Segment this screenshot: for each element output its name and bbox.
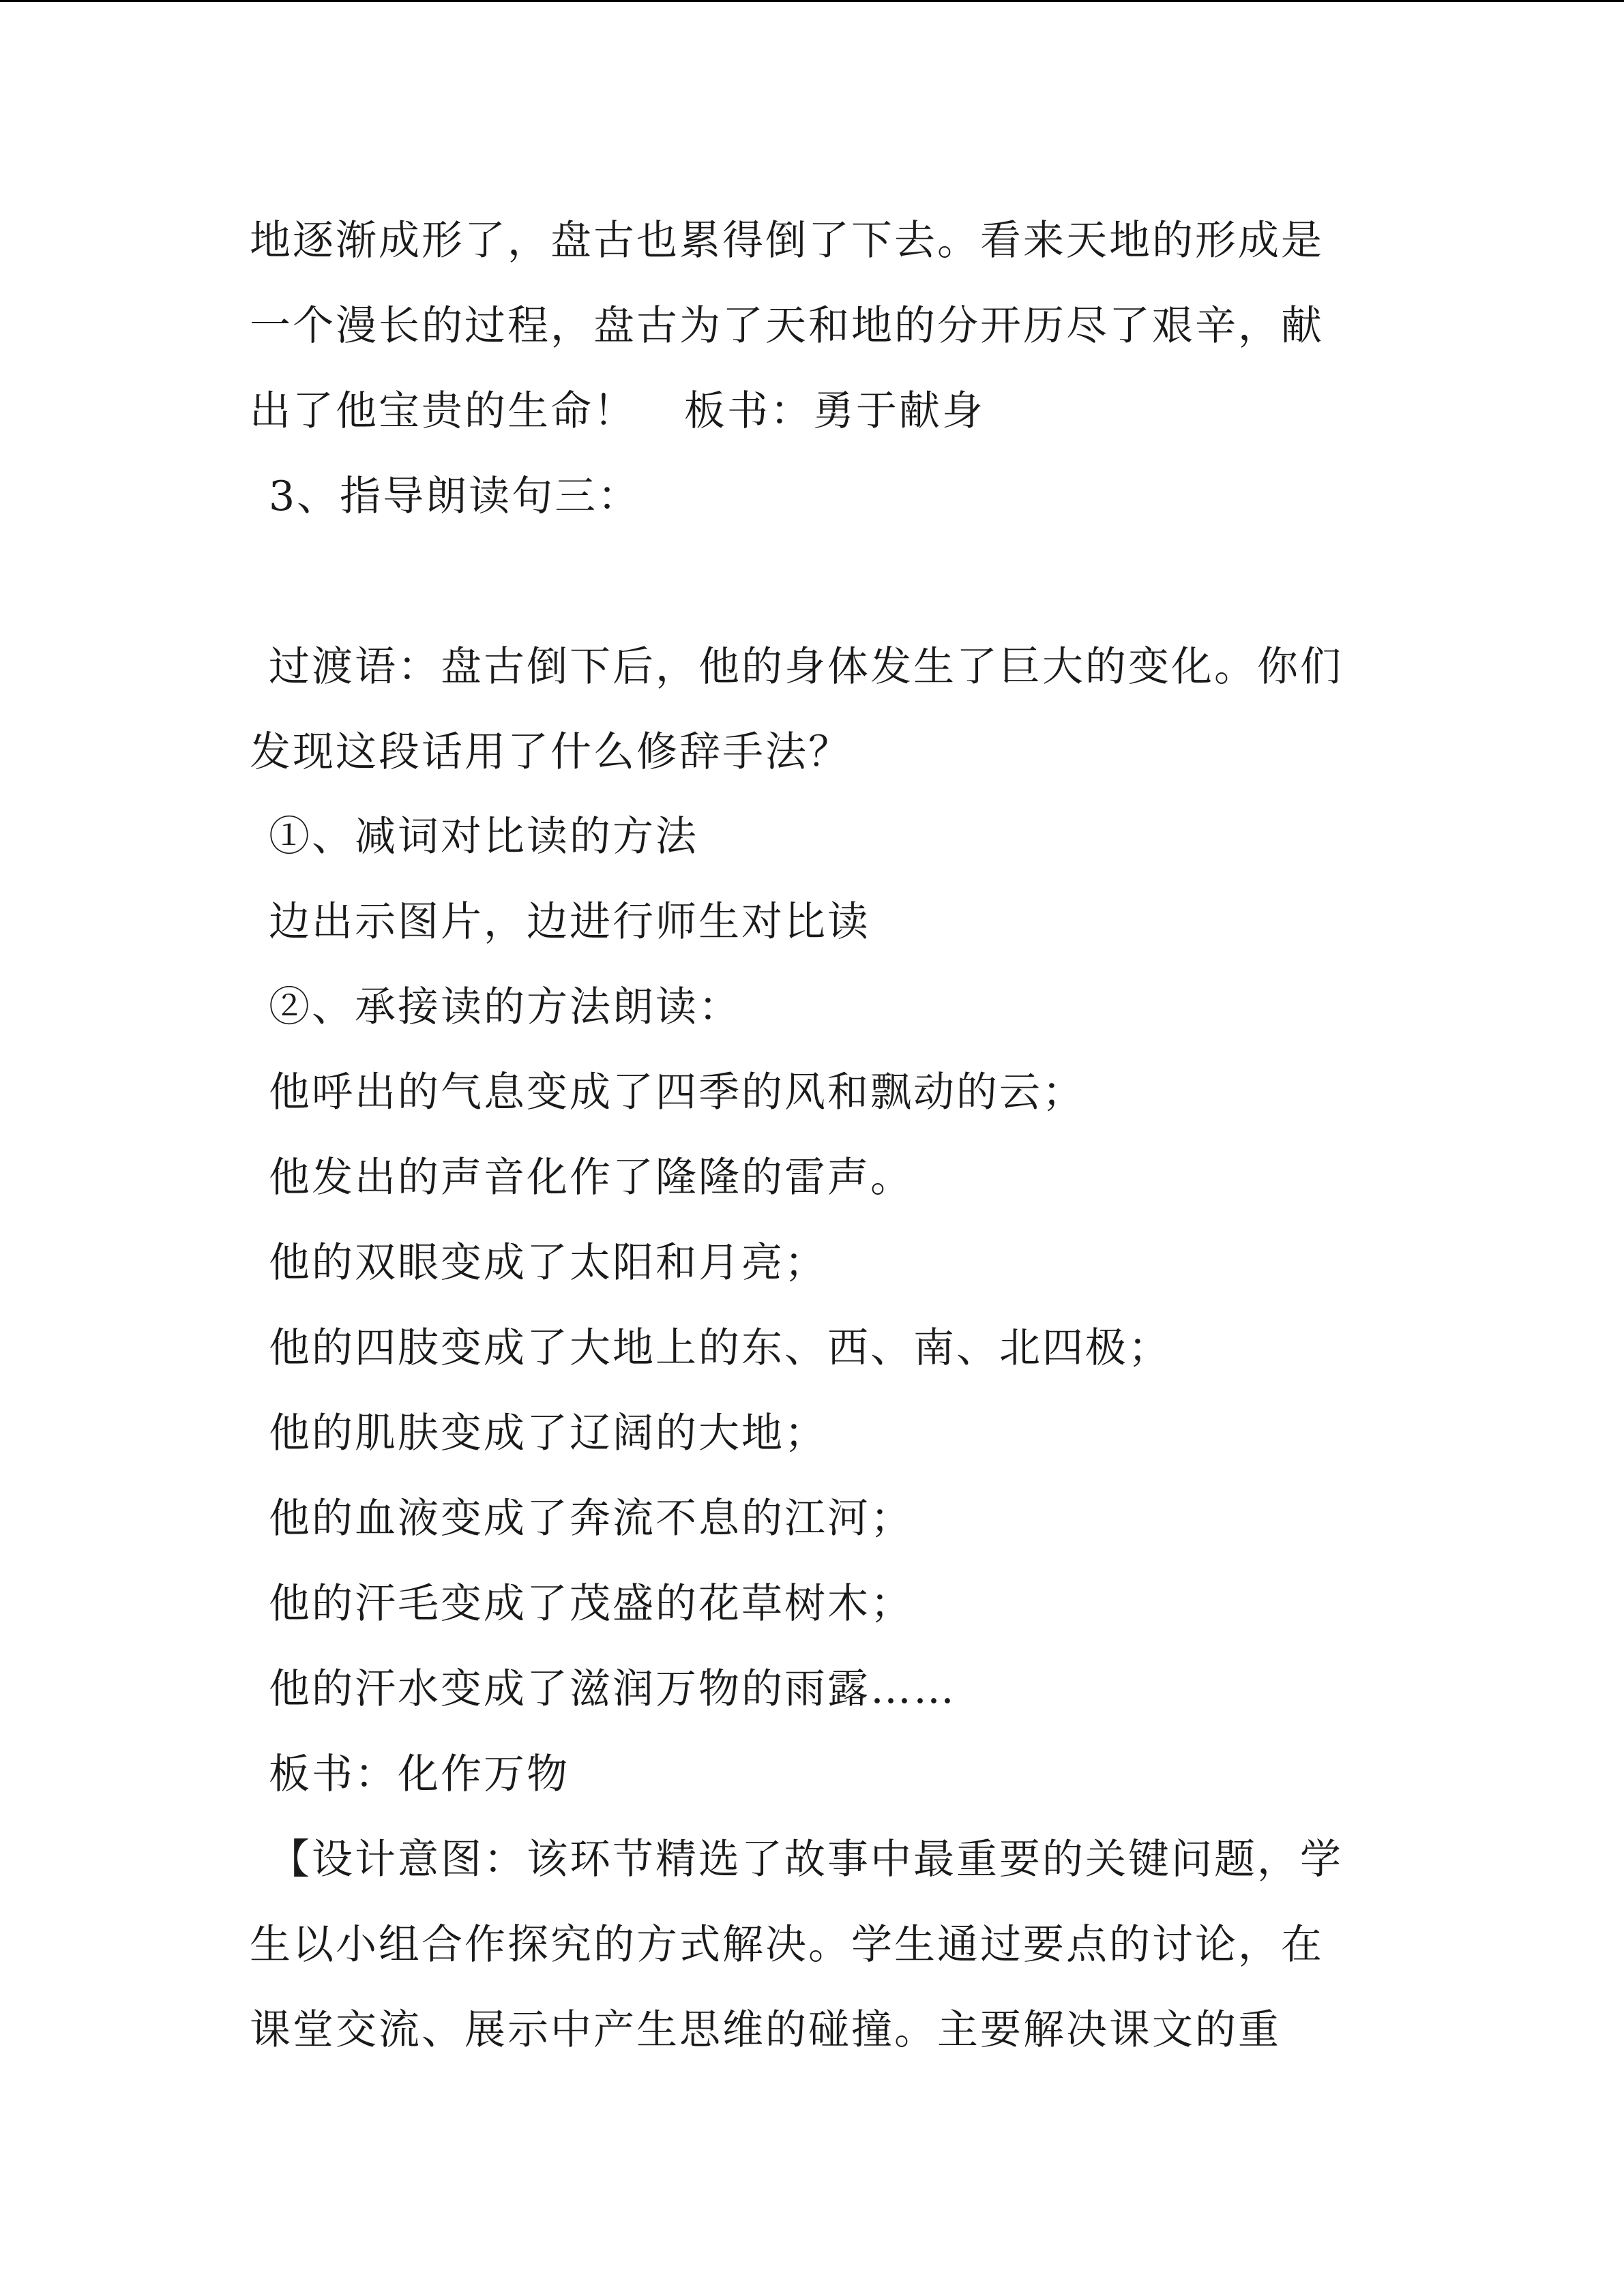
paragraph-line: 一个漫长的过程，盘古为了天和地的分开历尽了艰辛，献: [250, 302, 1324, 350]
paragraph-line: 边出示图片，边进行师生对比读: [269, 898, 870, 946]
paragraph-line: [250, 384, 985, 438]
design-intent-line: 课堂交流、展示中产生思维的碰撞。主要解决课文的重: [250, 2006, 1281, 2054]
paragraph-text: 出了他宝贵的生命！: [250, 387, 636, 435]
reading-line: 他的血液变成了奔流不息的江河；: [269, 1495, 913, 1542]
reading-line: 他发出的声音化作了隆隆的雷声。: [269, 1154, 913, 1202]
reading-line: 他呼出的气息变成了四季的风和飘动的云；: [269, 1069, 1085, 1116]
reading-line: 他的汗毛变成了茂盛的花草树木；: [269, 1580, 913, 1628]
reading-line: 他的双眼变成了太阳和月亮；: [269, 1239, 827, 1287]
reading-line: 他的肌肤变成了辽阔的大地；: [269, 1410, 827, 1457]
method-item: ①、减词对比读的方法: [269, 813, 698, 861]
reading-line: 他的汗水变成了滋润万物的雨露……: [269, 1665, 956, 1713]
paragraph-line: 发现这段话用了什么修辞手法？: [250, 728, 851, 776]
board-note: 板书：勇于献身: [684, 387, 985, 435]
paragraph-line: 过渡语：盘古倒下后，他的身体发生了巨大的变化。你们: [269, 643, 1343, 691]
paragraph-line: 地逐渐成形了，盘古也累得倒了下去。看来天地的形成是: [250, 217, 1324, 265]
section-heading: 3、指导朗读句三：: [269, 473, 641, 520]
method-item: ②、承接读的方法朗读：: [269, 983, 741, 1031]
board-note: 板书：化作万物: [269, 1750, 570, 1798]
design-intent-line: 【设计意图：该环节精选了故事中最重要的关键问题，学: [269, 1836, 1343, 1883]
design-intent-line: 生以小组合作探究的方式解决。学生通过要点的讨论，在: [250, 1921, 1324, 1969]
reading-line: 他的四肢变成了大地上的东、西、南、北四极；: [269, 1324, 1171, 1372]
page-top-border: [0, 0, 1624, 2]
